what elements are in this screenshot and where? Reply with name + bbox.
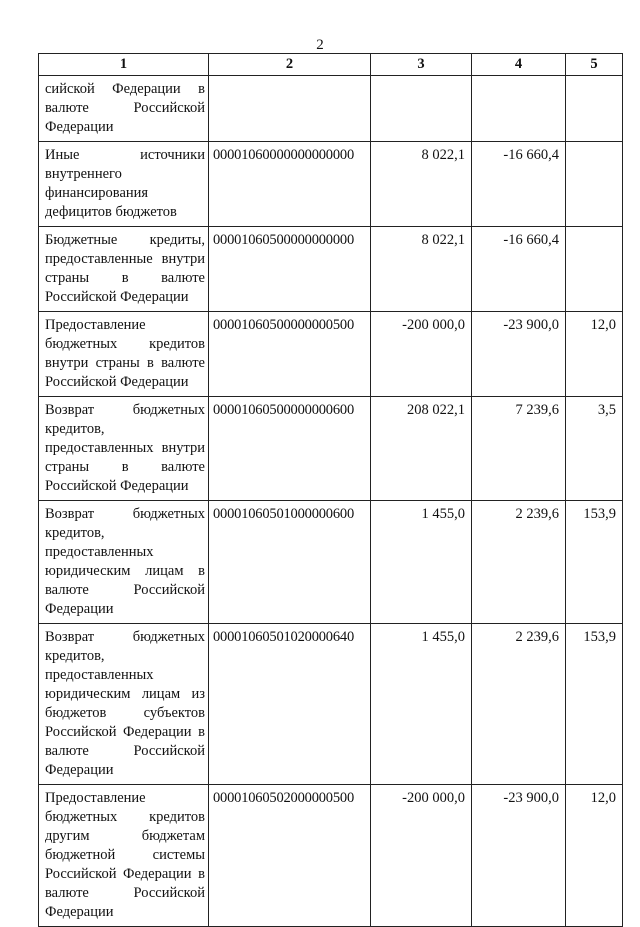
column-header-1: 1 <box>39 54 209 76</box>
row-value-col4: -16 660,4 <box>472 142 566 227</box>
table-row <box>39 227 623 312</box>
row-name: Возврат бюджетных кредитов, предоставленных внутри страны в валюте Российской Федерации <box>39 397 209 501</box>
budget-sources-table <box>38 53 623 927</box>
row-code <box>209 76 371 142</box>
table-row <box>39 312 623 397</box>
column-header-3: 3 <box>371 54 472 76</box>
table-row <box>39 76 623 142</box>
row-value-col5 <box>566 227 623 312</box>
row-value-col3: 8 022,1 <box>371 227 472 312</box>
row-value-col4: -16 660,4 <box>472 227 566 312</box>
row-value-col3: -200 000,0 <box>371 785 472 927</box>
table-row <box>39 397 623 501</box>
row-value-col4 <box>472 76 566 142</box>
row-value-col3: 8 022,1 <box>371 142 472 227</box>
column-header-5: 5 <box>566 54 623 76</box>
row-code: 00001060501020000640 <box>209 624 371 785</box>
row-code: 00001060500000000500 <box>209 312 371 397</box>
row-value-col3: -200 000,0 <box>371 312 472 397</box>
row-value-col4: 2 239,6 <box>472 501 566 624</box>
row-value-col5 <box>566 142 623 227</box>
table-row <box>39 142 623 227</box>
table-row <box>39 624 623 785</box>
row-value-col3: 1 455,0 <box>371 624 472 785</box>
page-number: 2 <box>316 37 324 53</box>
row-value-col4: -23 900,0 <box>472 785 566 927</box>
row-value-col5 <box>566 76 623 142</box>
table-header-row <box>39 54 623 76</box>
row-name: Предоставление бюджетных кредитов другим бюджетам бюджетной системы Российской Федерации в валюте Российской Федерации <box>39 785 209 927</box>
row-name: Возврат бюджетных кредитов, предоставленных юридическим лицам из бюджетов субъектов Российской Федерации в валюте Российской Федерации <box>39 624 209 785</box>
row-name: Бюджетные кредиты, предоставленные внутри страны в валюте Российской Федерации <box>39 227 209 312</box>
row-code: 00001060500000000600 <box>209 397 371 501</box>
column-header-2: 2 <box>209 54 371 76</box>
row-code: 00001060000000000000 <box>209 142 371 227</box>
row-name: Возврат бюджетных кредитов, предоставленных юридическим лицам в валюте Российской Федерации <box>39 501 209 624</box>
row-code: 00001060500000000000 <box>209 227 371 312</box>
row-value-col5: 12,0 <box>566 312 623 397</box>
row-value-col5: 153,9 <box>566 501 623 624</box>
table-row <box>39 501 623 624</box>
row-value-col4: 7 239,6 <box>472 397 566 501</box>
row-value-col5: 3,5 <box>566 397 623 501</box>
row-value-col4: -23 900,0 <box>472 312 566 397</box>
row-value-col3: 1 455,0 <box>371 501 472 624</box>
row-value-col3: 208 022,1 <box>371 397 472 501</box>
column-header-4: 4 <box>472 54 566 76</box>
table-row <box>39 785 623 927</box>
row-value-col3 <box>371 76 472 142</box>
row-value-col5: 153,9 <box>566 624 623 785</box>
row-name: Иные источники внутреннего финансирования дефицитов бюджетов <box>39 142 209 227</box>
row-name: сийской Федерации в валюте Российской Федерации <box>39 76 209 142</box>
row-name: Предоставление бюджетных кредитов внутри страны в валюте Российской Федерации <box>39 312 209 397</box>
row-code: 00001060501000000600 <box>209 501 371 624</box>
row-code: 00001060502000000500 <box>209 785 371 927</box>
row-value-col4: 2 239,6 <box>472 624 566 785</box>
row-value-col5: 12,0 <box>566 785 623 927</box>
